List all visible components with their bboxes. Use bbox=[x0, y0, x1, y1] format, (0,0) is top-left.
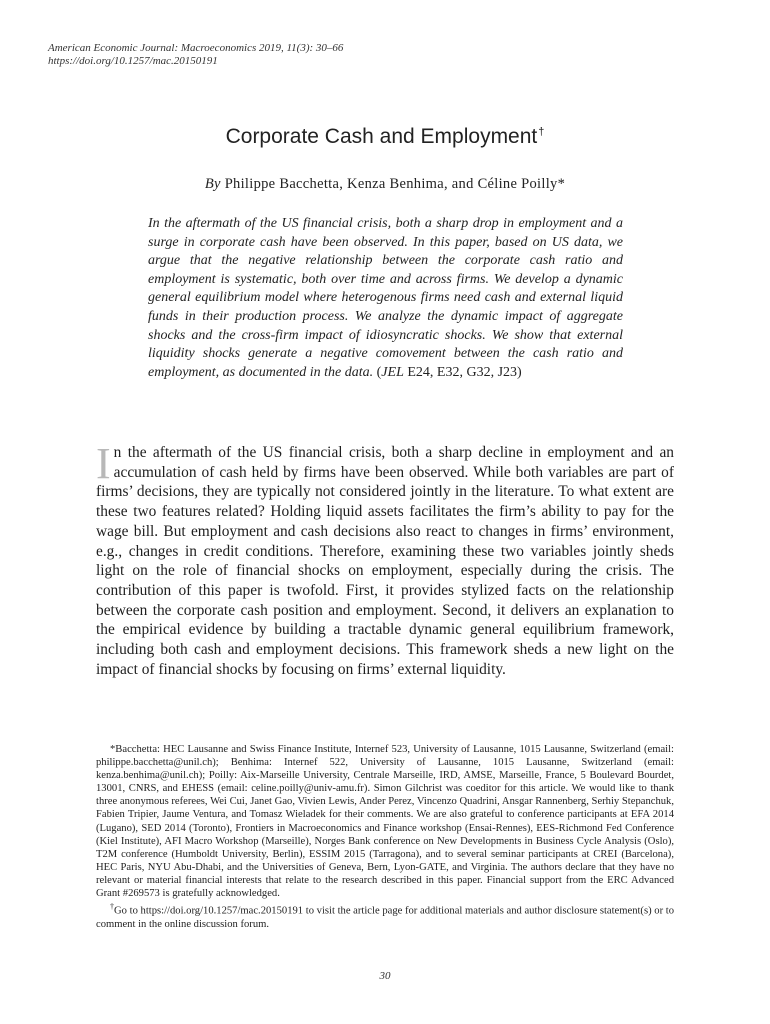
intro-text: n the aftermath of the US financial crisis, both a sharp decline in employment and an accumulation of cash held by firms have been observed. While both variables are part of firms’ decisions, they are typically not considered jointly in the literature. To what extent are these two features related? Holding liquid assets facilitates the firm’s ability to pay for the wage bill. But employment and cash decisions also react to changes in firms’ environment, e.g., changes in credit conditions. Therefore, examining these two variables jointly sheds light on the role of financial shocks on employment, especially during the crisis. The contribution of this paper is twofold. First, it provides stylized facts on the relationship between the corporate cash position and employment. Second, it delivers an explanation to the empirical evidence by building a tractable dynamic general equilibrium framework, including both cash and employment decisions. This framework sheds a new light on the impact of financial shocks by focusing on firms’ external liquidity. bbox=[96, 444, 674, 678]
author-by: By bbox=[204, 176, 221, 192]
article-title-text: Corporate Cash and Employment bbox=[225, 125, 538, 148]
footnote-star-mark: * bbox=[110, 744, 116, 755]
jel-codes: (JEL E24, E32, G32, J23) bbox=[376, 364, 522, 380]
intro-paragraph bbox=[96, 439, 674, 679]
author-line bbox=[0, 176, 770, 193]
author-names: Philippe Bacchetta, Kenza Benhima, and Céline Poilly* bbox=[224, 176, 566, 192]
journal-citation: American Economic Journal: Macroeconomics 2019, 11(3): 30–66 bbox=[48, 42, 344, 54]
footnote-star-text: Bacchetta: HEC Lausanne and Swiss Finance Institute, Internef 523, University of Lausanne, 1015 Lausanne, Switzerland (email: philippe.bacchetta@unil.ch); Benhima: Internef 522, University of Lausanne, 1015 Lausanne, Switzerland (email: kenza.benhima@unil.ch); Poilly: Aix-Marseille University, Centrale Marseille, IRD, AMSE, Marseille, France, 5 Boulevard Bourdet, 13001, CNRS, and EHESS (email: celine.poilly@univ-amu.fr). Simon Gilchrist was coeditor for this article. We would like to thank three anonymous referees, Wei Cui, Janet Gao, Vivien Lewis, Ander Perez, Vincenzo Quadrini, Ansgar Rannenberg, Serhiy Stepanchuk, Fabien Tripier, Jaume Ventura, and Tomasz Wieladek for their comments. We are also grateful to conference participants at EFA 2014 (Lugano), SED 2014 (Toronto), Frontiers in Macroeconomics and Finance workshop (Ensai-Rennes), EES-Richmond Fed Conference (Kiel Institute), AFI Macro Workshop (Marseille), Norges Bank conference on New Developments in Business Cycle Analysis (Oslo), T2M conference (Humboldt University, Berlin), ESSIM 2015 (Tarragona), and to several seminar participants at CREI (Barcelona), HEC Paris, NYU Abu-Dhabi, and the Universities of Geneva, Bern, Lyon-GATE, and Virginia. The authors declare that they have no relevant or material financial interests that relate to the research described in this paper. Financial support from the ERC Advanced Grant #269573 is gratefully acknowledged. bbox=[96, 744, 674, 900]
footnotes bbox=[96, 743, 674, 931]
drop-cap: I bbox=[96, 439, 111, 488]
footnote-affiliations bbox=[96, 743, 674, 900]
title-dagger-mark: † bbox=[538, 126, 545, 138]
footnote-dagger-text: Go to https://doi.org/10.1257/mac.20150191 to visit the article page for additional materials and author disclosure statement(s) or to comment in the online discussion forum. bbox=[96, 905, 675, 930]
footnote-dagger-mark: † bbox=[110, 902, 115, 912]
abstract bbox=[148, 215, 623, 382]
jel-label: JEL bbox=[381, 364, 404, 380]
footnote-dagger bbox=[96, 900, 674, 931]
page-number: 30 bbox=[379, 970, 391, 982]
journal-header bbox=[48, 42, 343, 68]
doi-link[interactable]: https://doi.org/10.1257/mac.20150191 bbox=[48, 55, 218, 67]
article-title bbox=[0, 125, 770, 149]
jel-code-list: E24, E32, G32, J23 bbox=[407, 364, 518, 380]
abstract-text: In the aftermath of the US financial crisis, both a sharp drop in employment and a surge in corporate cash have been observed. In this paper, based on US data, we argue that the negative relationship between the corporate cash ratio and employment is systematic, both over time and across firms. We develop a dynamic general equilibrium model where heterogenous firms need cash and external liquid funds in their production process. We analyze the dynamic impact of aggregate shocks and the cross-firm impact of idiosyncratic shocks. We show that external liquidity shocks generate a negative comovement between the cash ratio and employment, as documented in the data. bbox=[148, 216, 623, 380]
